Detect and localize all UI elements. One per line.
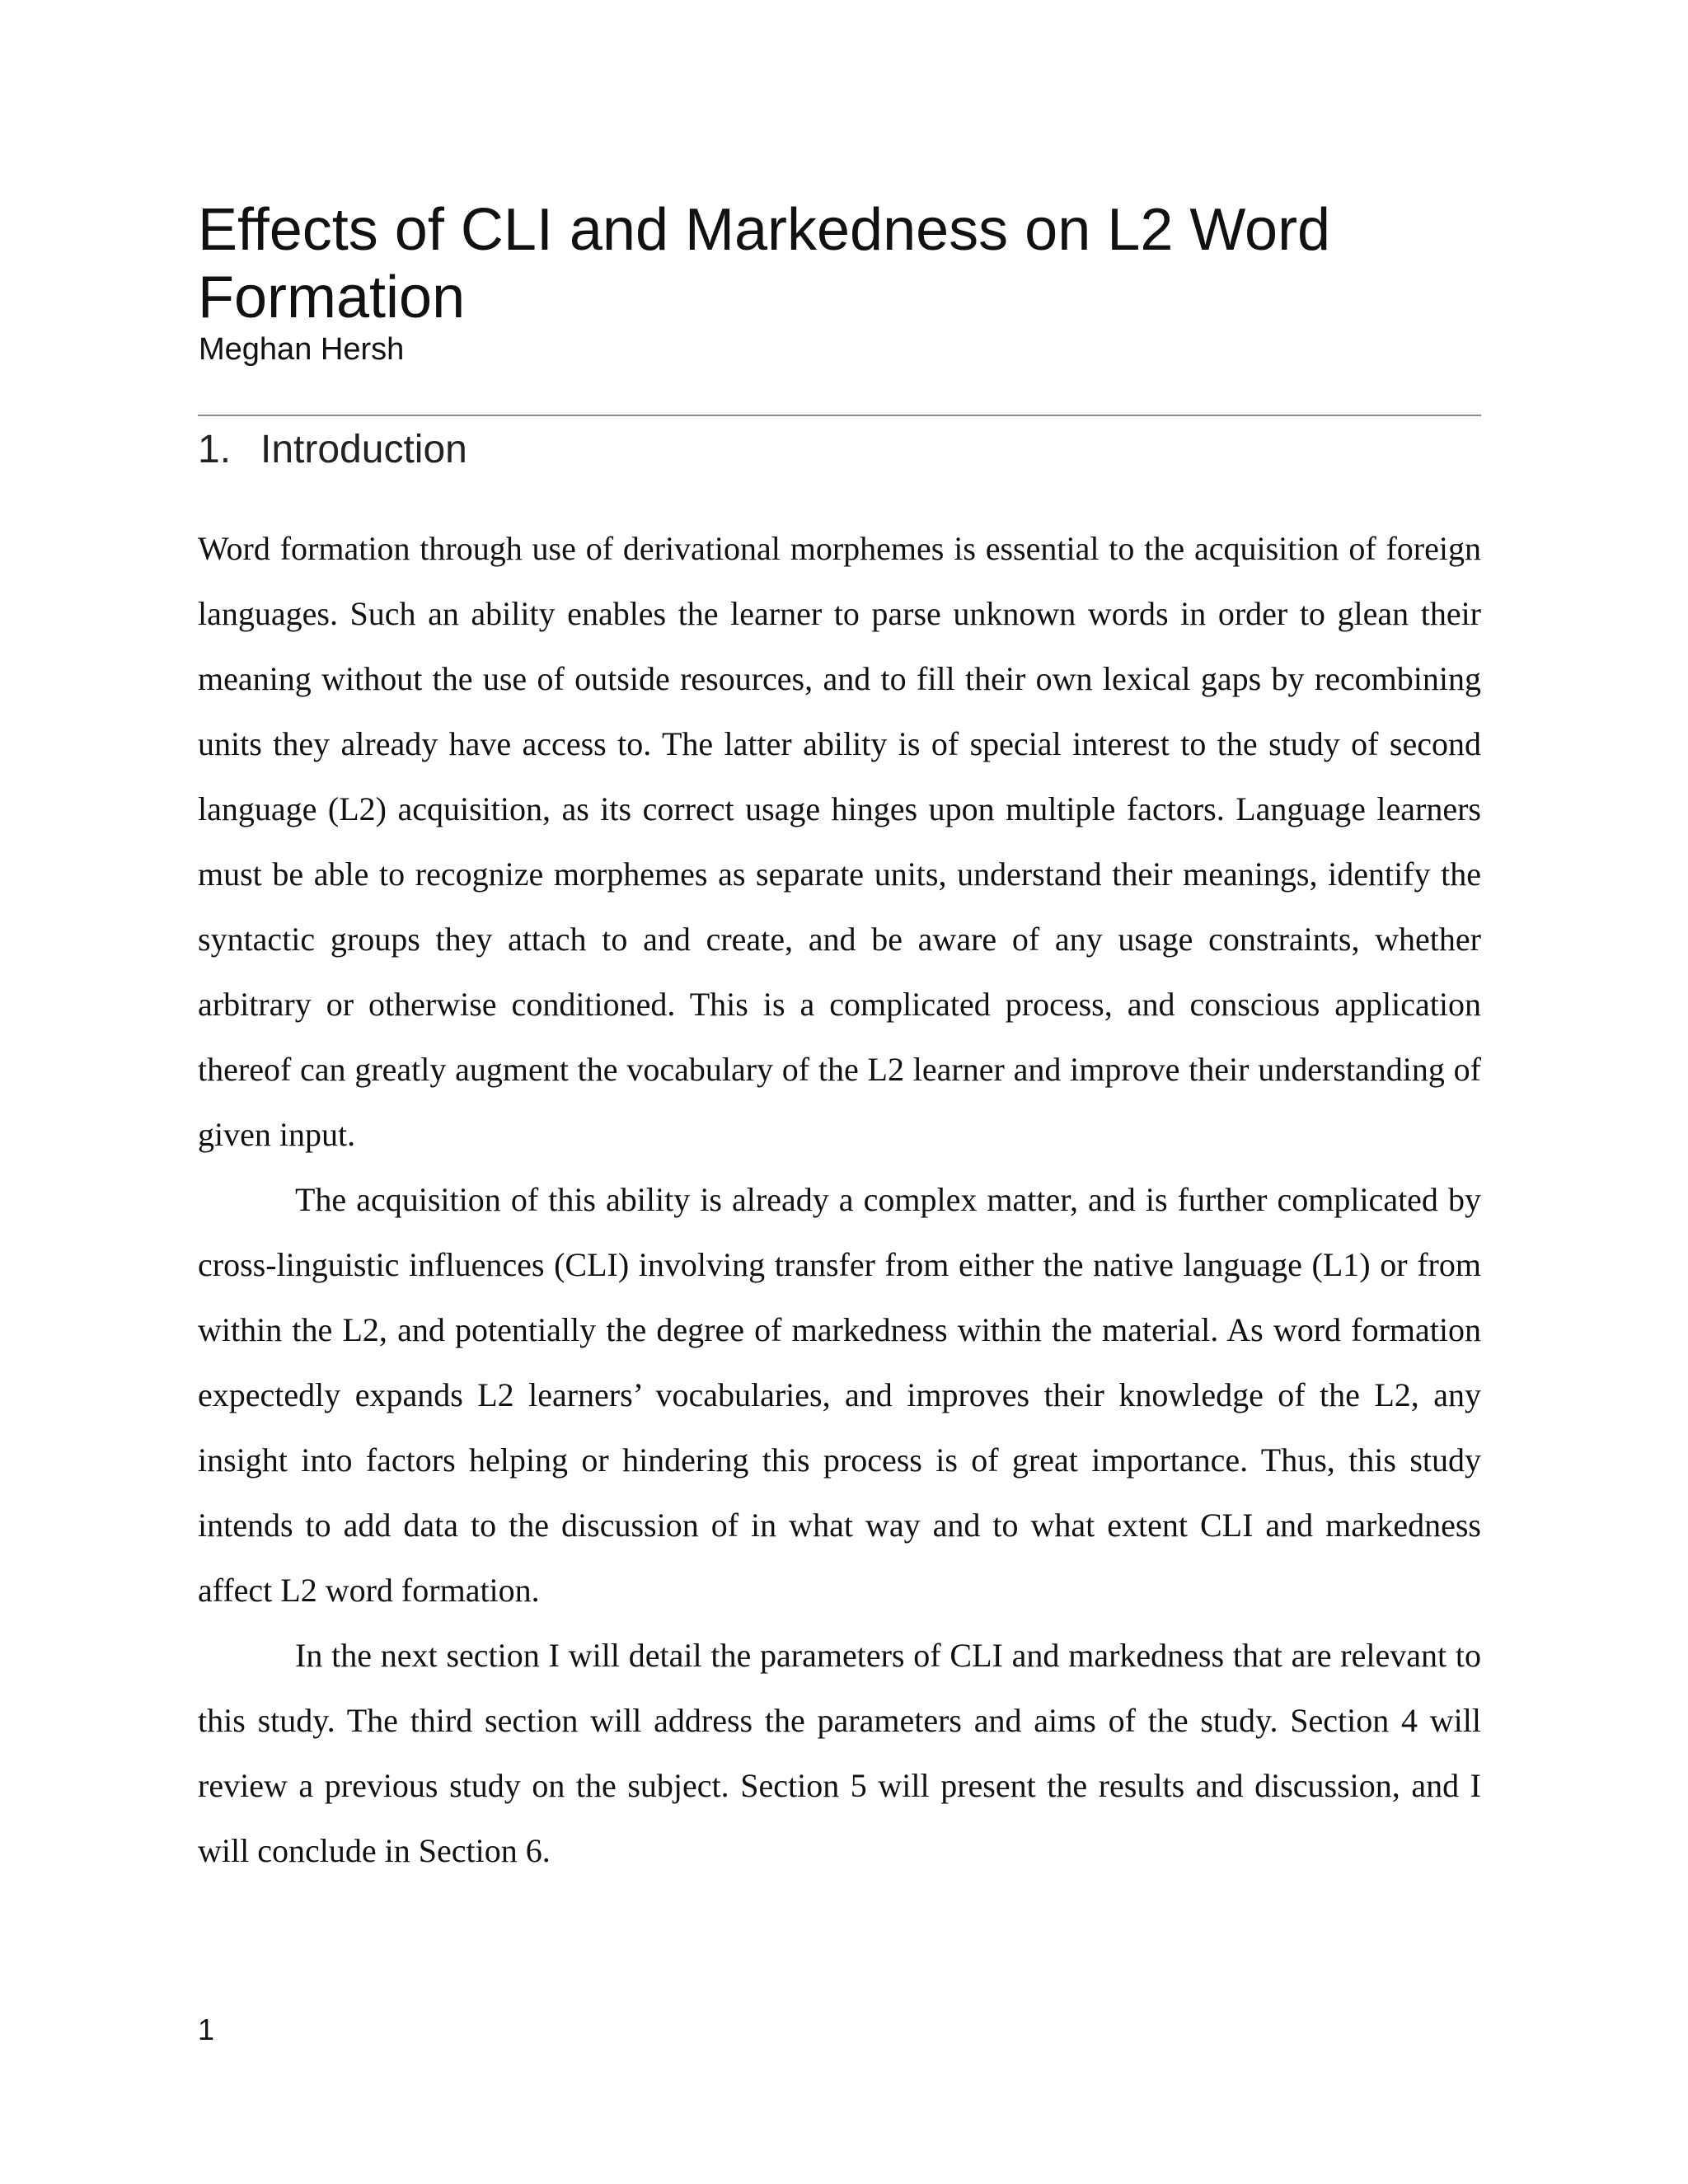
section-body	[198, 516, 1481, 1883]
page-number: 1	[198, 2013, 215, 2046]
section-title: Introduction	[260, 428, 467, 471]
paragraph-1: Word formation through use of derivational morphemes is essential to the acquisition of foreign languages. Such an ability enables the learner to parse unknown words in order to glean their meaning without the use of outside resources, and to fill their own lexical gaps by recombining units they already have access to. The latter ability is of special interest to the study of second language (L2) acquisition, as its correct usage hinges upon multiple factors. Language learners must be able to recognize morphemes as separate units, understand their meanings, identify the syntactic groups they attach to and create, and be aware of any usage constraints, whether arbitrary or otherwise conditioned. This is a complicated process, and conscious application thereof can greatly augment the vocabulary of the L2 learner and improve their understanding of given input.	[198, 530, 1481, 1153]
paragraph-3: In the next section I will detail the parameters of CLI and markedness that are relevant to this study. The third section will address the parameters and aims of the study. Section 4 will review a previous study on the subject. Section 5 will present the results and discussion, and I will conclude in Section 6.	[198, 1637, 1481, 1869]
section-number: 1.	[198, 428, 232, 471]
paper-title: Effects of CLI and Markedness on L2 Word Formation	[198, 197, 1331, 330]
author-name: Meghan Hersh	[199, 332, 405, 367]
horizontal-divider	[198, 415, 1481, 416]
paragraph-2: The acquisition of this ability is already a complex matter, and is further complicated by cross-linguistic influences (CLI) involving transfer from either the native language (L1) or from within the L2, and potentially the degree of markedness within the material. As word formation expectedly expands L2 learners’ vocabularies, and improves their knowledge of the L2, any insight into factors helping or hindering this process is of great importance. Thus, this study intends to add data to the discussion of in what way and to what extent CLI and markedness affect L2 word formation.	[198, 1181, 1481, 1609]
section-heading	[198, 425, 467, 475]
